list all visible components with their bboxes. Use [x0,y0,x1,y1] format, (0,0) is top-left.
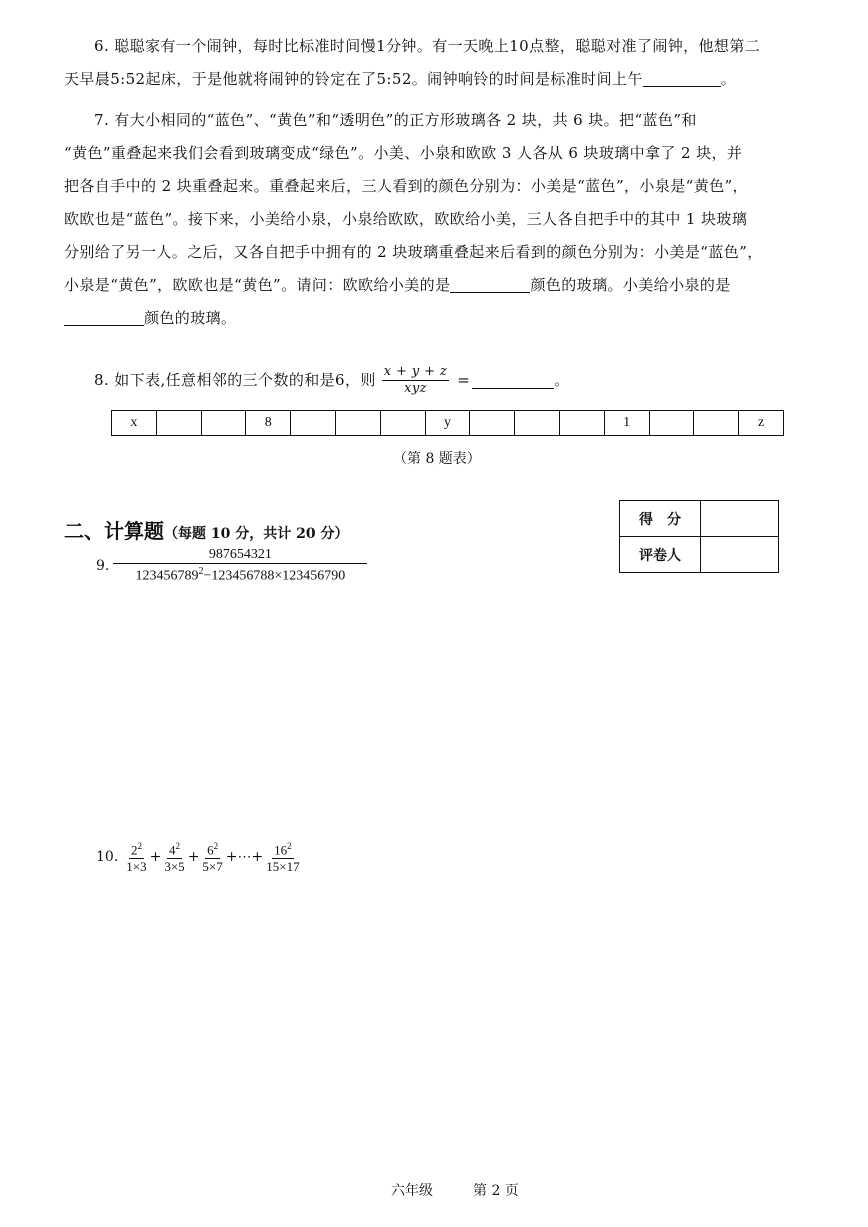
seq-cell [380,411,425,436]
q10-term-sup: 2 [137,841,142,851]
section-2-note: （每题 10 分，共计 20 分） [164,526,349,542]
q7-line6-text-a: 小泉是“黄色”，欧欧也是“黄色”。请问：欧欧给小美的是 [64,276,451,294]
grader-label: 评卷人 [620,537,701,573]
q10-ellipsis: +⋯+ [225,848,264,865]
q10-term-sup: 2 [287,841,292,851]
seq-cell [559,411,604,436]
q10-term-sup: 2 [213,841,219,851]
q10-term-base: 6 [207,842,214,858]
q10-term [124,838,148,875]
q7-line4: 欧欧也是“蓝色”。接下来，小美给小泉，小泉给欧欧，欧欧给小美，三人各自把手中的其中 1 块玻璃 [64,210,748,228]
q9-label: 9. [96,557,110,574]
table-row [112,411,784,436]
q6-answer-blank[interactable] [643,70,721,87]
q8-table-caption: （第 8 题表） [393,451,481,467]
q10-plus: + [149,848,162,865]
question-7 [94,104,834,137]
q7-line1: 7. 有大小相同的“蓝色”、“黄色”和“透明色”的正方形玻璃各 2 块，共 6 块。把“蓝色”和 [94,111,697,129]
q6-line1: 6. 聪聪家有一个闹钟，每时比标准时间慢1分钟。有一天晚上10点整，聪聪对准了闹钟，他想第二 [94,37,761,55]
q10-term-base: 4 [169,842,176,858]
grader-input-cell[interactable] [701,537,779,573]
footer-grade: 六年级 [391,1183,433,1199]
seq-cell [156,411,201,436]
question-8 [94,364,570,397]
question-6 [94,30,834,63]
q7-line6-text-b: 颜色的玻璃。小美给小泉的是 [530,276,731,294]
q7-line2: “黄色”重叠起来我们会看到玻璃变成“绿色”。小美、小泉和欧欧 3 人各从 6 块玻璃中拿了 2 块，并 [64,144,743,162]
q10-term-base: 16 [274,842,288,858]
q10-term-den: 15×17 [266,859,300,875]
q9-numerator: 987654321 [113,547,367,564]
q8-frac-numerator: x + y + z [383,364,448,379]
seq-cell [649,411,694,436]
q8-text: 8. 如下表,任意相邻的三个数的和是6，则 [94,371,376,389]
q9-den-b: −123456788×123456790 [203,568,346,584]
seq-cell [201,411,246,436]
seq-cell [470,411,515,436]
q10-term-den: 1×3 [126,859,147,875]
q7-answer-blank-1[interactable] [450,276,530,293]
q9-den-a: 123456789 [135,568,199,584]
seq-cell [515,411,560,436]
page-footer [391,1180,519,1200]
question-9 [96,547,367,585]
q7-line3: 把各自手中的 2 块重叠起来。重叠起来后，三人看到的颜色分别为：小美是“蓝色”，小泉是“黄色”， [64,177,748,195]
score-label: 得 分 [620,501,701,537]
q6-line2: 天早晨5:52起床，于是他就将闹钟的铃定在了5:52。闹钟响铃的时间是标准时间上午 [64,70,643,88]
q10-label: 10. [96,848,119,865]
section-2-heading [64,515,348,544]
q10-term [264,838,301,875]
q7-answer-blank-2[interactable] [64,309,144,326]
q9-den-sup: 2 [198,566,204,577]
table-row [620,501,779,537]
seq-cell [335,411,380,436]
q10-term-sup: 2 [175,841,181,851]
q9-denominator [133,564,347,585]
q8-frac-denominator: xyz [404,381,427,396]
seq-cell: 1 [604,411,649,436]
score-input-cell[interactable] [701,501,779,537]
question-10 [96,838,302,875]
q9-fraction [113,547,367,585]
seq-cell [291,411,336,436]
q10-term-base: 2 [130,842,138,858]
q7-line7-text: 颜色的玻璃。 [144,309,237,327]
q7-line5: 分别给了另一人。之后，又各自把手中拥有的 2 块玻璃重叠起来后看到的颜色分别为：小美是“蓝色”， [64,243,763,261]
q6-period: 。 [720,70,737,88]
q8-equals: = [457,371,471,389]
q7-body [64,137,854,335]
q8-fraction [382,364,449,397]
q8-answer-blank[interactable] [472,372,554,389]
seq-cell [694,411,739,436]
seq-cell: x [112,411,157,436]
q10-term [200,838,224,875]
table-row [620,537,779,573]
q6-line2-wrap [64,63,844,96]
seq-cell: z [739,411,784,436]
q8-sequence-table [111,410,784,436]
q10-plus: + [187,848,200,865]
section-2-title: 二、计算题 [64,519,164,543]
score-box [619,500,779,573]
seq-cell: y [425,411,470,436]
q10-term-den: 3×5 [164,859,185,875]
q8-period: 。 [554,371,570,389]
q10-term-den: 5×7 [202,859,223,875]
q10-term [162,838,186,875]
seq-cell: 8 [246,411,291,436]
q7-line6 [64,269,854,302]
q7-line7 [64,302,854,335]
footer-page-number: 第 2 页 [473,1183,519,1199]
